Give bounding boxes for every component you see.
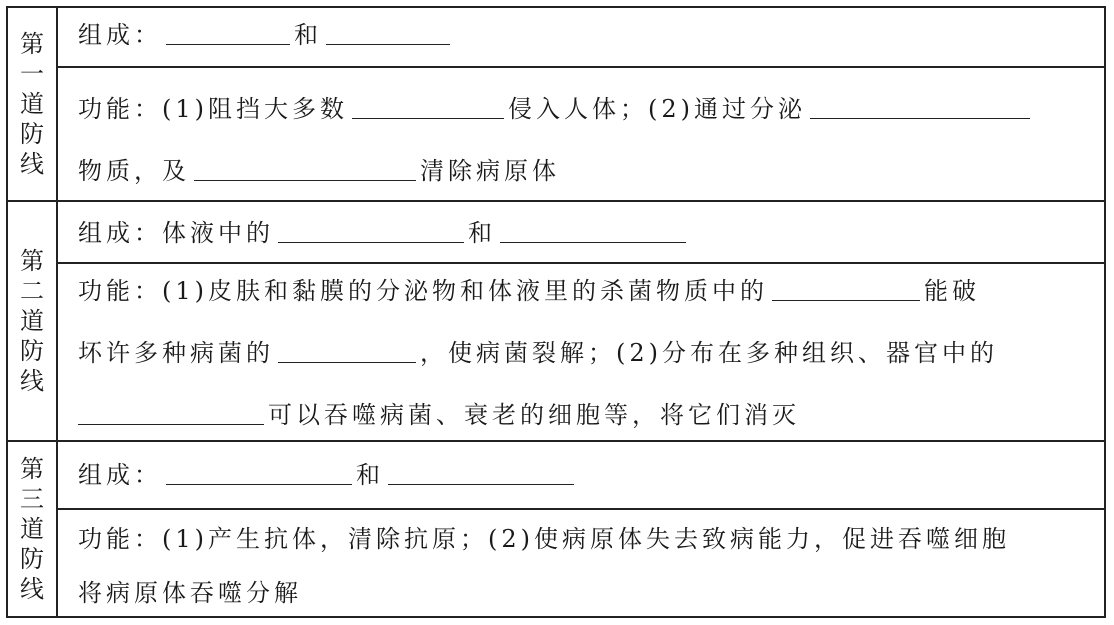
side-char: 道 (20, 307, 44, 335)
and-text: 和 (468, 219, 496, 247)
answer-blank[interactable] (166, 462, 352, 485)
answer-blank[interactable] (810, 96, 1030, 119)
function-text: ，使病菌裂解；(2)分布在多种组织、器官中的 (420, 339, 998, 367)
side-char: 一 (20, 60, 44, 88)
answer-blank[interactable] (194, 158, 416, 181)
function-label: 功能：(1)产生抗体，清除抗原；(2)使病原体失去致病能力，促进吞噬细胞 (78, 525, 1010, 553)
row-divider (56, 262, 1104, 264)
answer-blank[interactable] (772, 278, 920, 301)
third-line-label (8, 442, 56, 616)
column-divider (56, 8, 58, 616)
side-char: 线 (20, 367, 44, 395)
side-char: 道 (20, 90, 44, 118)
side-char: 防 (20, 337, 44, 365)
answer-blank[interactable] (278, 220, 464, 243)
side-char: 道 (20, 515, 44, 543)
side-char: 防 (20, 545, 44, 573)
side-char: 第 (20, 30, 44, 58)
first-line-label (8, 8, 56, 200)
function-text: 侵入人体；(2)通过分泌 (508, 95, 806, 123)
composition-label: 组成： (78, 21, 162, 49)
composition-label: 组成：体液中的 (78, 219, 274, 247)
side-char: 线 (20, 150, 44, 178)
side-char: 第 (20, 247, 44, 275)
and-text: 和 (356, 461, 384, 489)
side-char: 二 (20, 277, 44, 305)
function-text: 能破 (924, 277, 980, 305)
function-label: 功能：(1)阻挡大多数 (78, 95, 348, 123)
answer-blank[interactable] (278, 340, 416, 363)
function-text: 坏许多种病菌的 (78, 339, 274, 367)
answer-blank[interactable] (78, 402, 264, 425)
answer-blank[interactable] (326, 22, 450, 45)
function-text: 清除病原体 (420, 157, 560, 185)
second-line-label (8, 202, 56, 440)
answer-blank[interactable] (500, 220, 686, 243)
answer-blank[interactable] (388, 462, 574, 485)
function-text: 将病原体吞噬分解 (78, 579, 302, 607)
composition-label: 组成： (78, 461, 162, 489)
answer-blank[interactable] (352, 96, 504, 119)
section-divider (8, 200, 1104, 202)
function-text: 物质，及 (78, 157, 190, 185)
section-divider (8, 440, 1104, 442)
row-divider (56, 66, 1104, 68)
defense-lines-table (6, 6, 1106, 618)
answer-blank[interactable] (166, 22, 290, 45)
side-char: 线 (20, 575, 44, 603)
function-text: 可以吞噬病菌、衰老的细胞等，将它们消灭 (268, 401, 800, 429)
function-label: 功能：(1)皮肤和黏膜的分泌物和体液里的杀菌物质中的 (78, 277, 768, 305)
side-char: 第 (20, 455, 44, 483)
side-char: 三 (20, 485, 44, 513)
and-text: 和 (294, 21, 322, 49)
row-divider (56, 508, 1104, 510)
side-char: 防 (20, 120, 44, 148)
